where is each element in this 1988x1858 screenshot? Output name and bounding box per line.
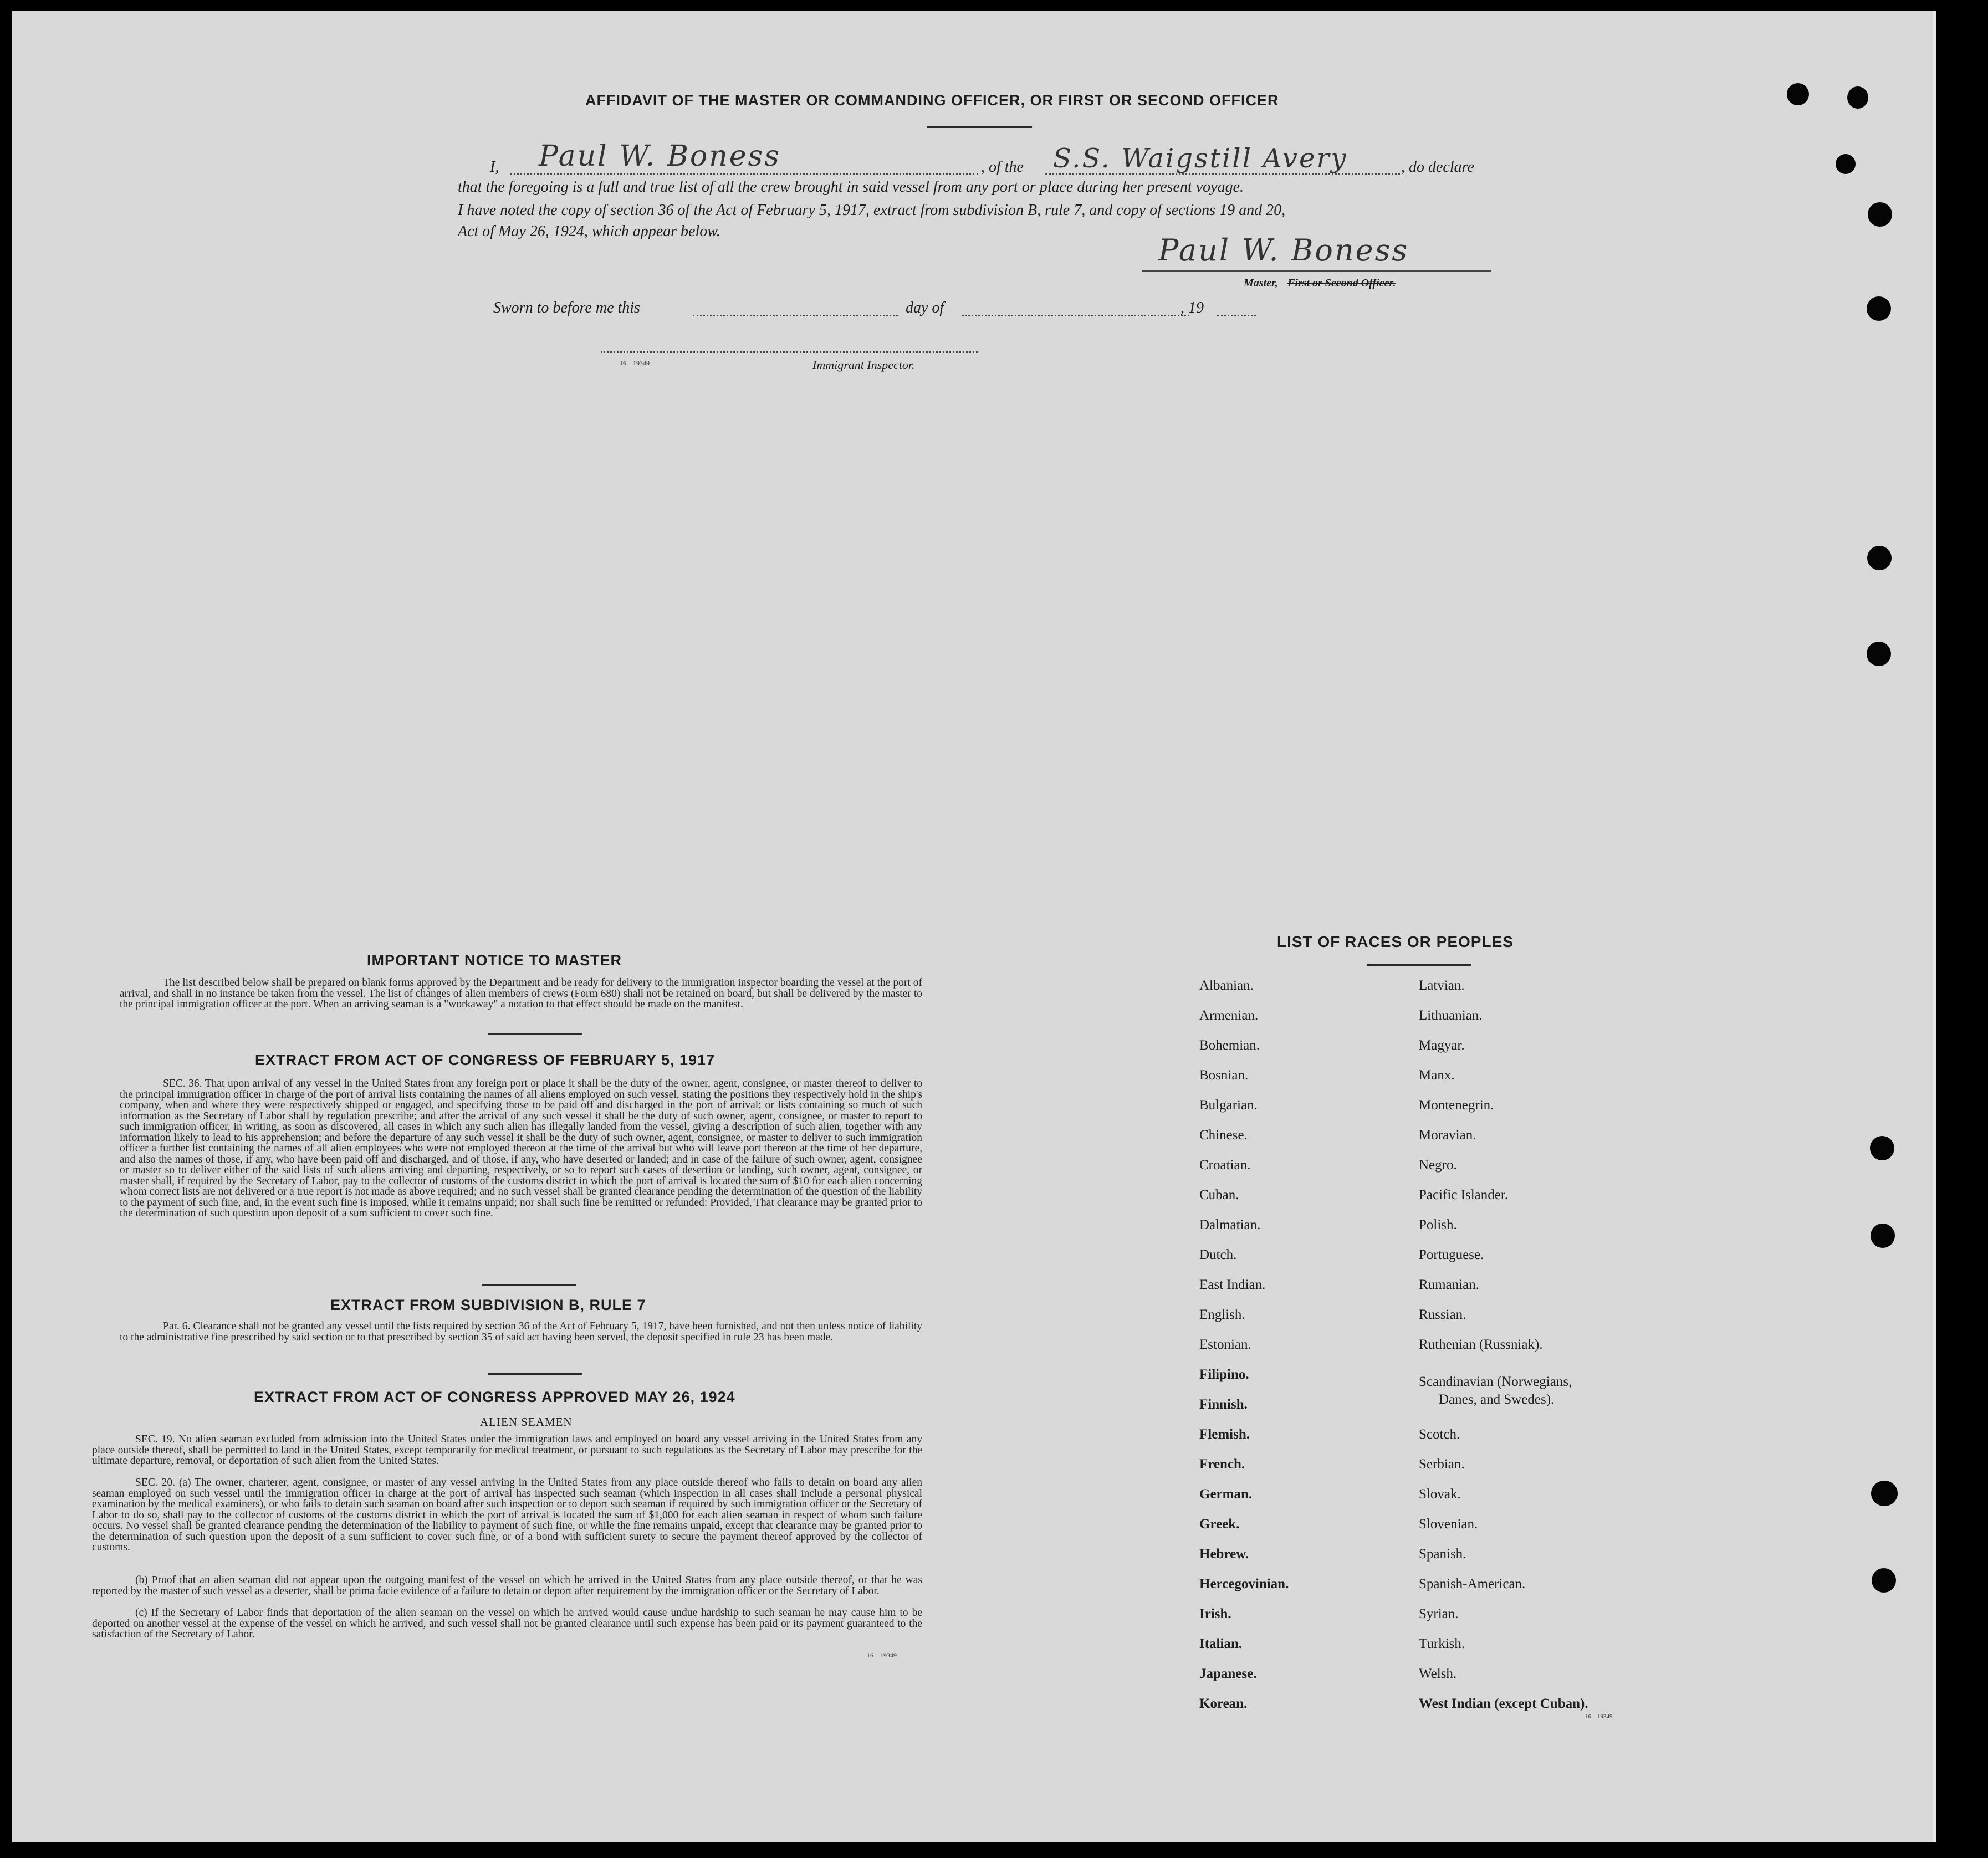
- signature-caption-struck: First or Second Officer.: [1287, 277, 1396, 289]
- race-item: Filipino.: [1199, 1367, 1249, 1382]
- race-item: Bosnian.: [1199, 1068, 1249, 1083]
- race-item: Latvian.: [1419, 978, 1465, 993]
- sworn-year: , 19: [1180, 299, 1204, 316]
- punch-hole: [1787, 83, 1809, 105]
- punch-hole: [1847, 86, 1868, 109]
- extract-1917-body: SEC. 36. That upon arrival of any vessel in the United States from any foreign port or place it shall be the duty of the owner, agent, consignee, or master thereof to deliver to the principal immigration officer in charge of the port of arrival lists containing the names of all aliens employed on such vessel, stating the positions they respectively hold in the ship's company, when and where they were respectively shipped or engaged, and specifying those to be paid off and discharged in the port of arrival; or lists containing so much of such information as the Secretary of Labor shall by regulation prescribe; and after the arrival of any such vessel it shall be the duty of such owner, agent, consignee, or master to report to such immigration officer, in writing, as soon as discovered, all cases in which any such alien has illegally landed from the vessel, giving a description of such alien, together with any information likely to lead to his apprehension; and before the departure of any such vessel it shall be the duty of such owner, agent, consignee, or master to deliver to such immigration officer a further list containing the names of all alien employees who were not employed thereon at the time of the arrival but who will leave port thereon at the time of her departure, and also the names of those, if any, who have been paid off and discharged, and of those, if any, who have deserted or landed; and in case of the failure of such owner, agent, consignee or master so to deliver either of the said lists of such aliens arriving and departing, respectively, or so to report such cases of desertion or landing, such owner, agent, consignee, or master shall, if required by the Secretary of Labor, pay to the collector of customs of the customs district in which the port of arrival is located the sum of $10 for each alien concerning whom correct lists are not delivered or a true report is not made as above required; and no such vessel shall be granted clearance pending the determination of the question of the liability to the payment of such fine, and, in the event such fine is imposed, while it remains unpaid; nor shall such fine be remitted or refunded: Provided, That clearance may be granted prior to the determination of such question upon deposit of a sum sufficient to cover such fine.: [120, 1078, 922, 1219]
- race-item: Hebrew.: [1199, 1547, 1249, 1562]
- race-item: Magyar.: [1419, 1038, 1465, 1053]
- extract-1924-title: EXTRACT FROM ACT OF CONGRESS APPROVED MAY 26, 1924: [254, 1389, 735, 1405]
- race-item: East Indian.: [1199, 1277, 1266, 1292]
- sec-20a-body: SEC. 20. (a) The owner, charterer, agent, consignee, or master of any vessel arriving in the United States from any place outside thereof who fails to detain on board any alien seaman employed on such vessel until the immigration officer in charge at the port of arrival has inspected such seaman (which inspection in all cases shall include a personal physical examination by the medical examiners), or who fails to detain such seaman on board after such inspection or to deport such seaman if required by such immigration officer or the Secretary of Labor to do so, shall pay to the collector of customs of the customs district in which the port of arrival is located the sum of $1,000 for each alien seaman in respect of whom such failure occurs. No vessel shall be granted clearance pending the determination of the liability to payment of such fine, or while the fine remains unpaid, except that clearance may be granted prior to the determination of such question upon the deposit of a sum sufficient to cover such fine, or of a bond with sufficient surety to secure the payment thereof approved by the collector of customs.: [92, 1477, 922, 1553]
- race-item: Slovak.: [1419, 1487, 1461, 1502]
- sworn-year-line: [1217, 315, 1256, 316]
- race-item: Greek.: [1199, 1517, 1240, 1532]
- race-item: Hercegovinian.: [1199, 1577, 1289, 1591]
- race-item: Moravian.: [1419, 1128, 1476, 1143]
- race-item: Pacific Islander.: [1419, 1188, 1509, 1202]
- race-item: Armenian.: [1199, 1008, 1259, 1023]
- race-item: Flemish.: [1199, 1427, 1250, 1442]
- divider: [488, 1033, 582, 1035]
- form-number: 16—19349: [867, 1651, 897, 1659]
- race-item: English.: [1199, 1307, 1245, 1322]
- affidavit-of-the: , of the: [981, 158, 1024, 176]
- form-number: 16—19349: [1585, 1713, 1613, 1720]
- extract-1924-subtitle: ALIEN SEAMEN: [480, 1415, 573, 1429]
- race-item: Spanish-American.: [1419, 1577, 1526, 1591]
- race-item: Ruthenian (Russniak).: [1419, 1337, 1543, 1352]
- punch-hole: [1867, 546, 1892, 570]
- races-title: LIST OF RACES OR PEOPLES: [1277, 933, 1514, 950]
- notice-title: IMPORTANT NOTICE TO MASTER: [367, 952, 622, 969]
- race-item: Slovenian.: [1419, 1517, 1478, 1532]
- vessel-name-handwritten: S.S. Waigstill Avery: [1053, 143, 1348, 174]
- punch-hole: [1871, 1224, 1895, 1248]
- race-item: French.: [1199, 1457, 1245, 1472]
- sworn-prefix: Sworn to before me this: [493, 299, 640, 316]
- divider: [927, 126, 1032, 128]
- race-item: Chinese.: [1199, 1128, 1248, 1143]
- race-item: Russian.: [1419, 1307, 1466, 1322]
- affidavit-line-4: Act of May 26, 1924, which appear below.: [458, 223, 720, 240]
- affidavit-title: AFFIDAVIT OF THE MASTER OR COMMANDING OFFICER, OR FIRST OR SECOND OFFICER: [585, 92, 1279, 109]
- inspector-line: [601, 351, 978, 353]
- race-item: Welsh.: [1419, 1666, 1457, 1681]
- race-item: Korean.: [1199, 1696, 1248, 1711]
- race-item: Lithuanian.: [1419, 1008, 1483, 1023]
- sec-20b-body: (b) Proof that an alien seaman did not appear upon the outgoing manifest of the vessel on which he arrived in the United States from any place outside thereof, or that he was reported by the master of such vessel as a deserter, shall be prima facie evidence of a failure to detain or deport after requirement by the immigration officer or the Secretary of Labor.: [92, 1574, 922, 1597]
- race-item: West Indian (except Cuban).: [1419, 1696, 1588, 1711]
- signature-line: [1142, 270, 1491, 272]
- signature-caption-master: Master,: [1244, 277, 1278, 289]
- race-item: Serbian.: [1419, 1457, 1465, 1472]
- affidavit-do-declare: , do declare: [1401, 158, 1474, 176]
- affidavit-prefix: I,: [490, 158, 499, 176]
- race-item: German.: [1199, 1487, 1253, 1502]
- race-item: Portuguese.: [1419, 1247, 1484, 1262]
- inspector-caption: Immigrant Inspector.: [812, 358, 915, 372]
- race-item: Polish.: [1419, 1217, 1457, 1232]
- punch-hole: [1867, 296, 1891, 321]
- sworn-day-line: [693, 315, 898, 316]
- race-item: Japanese.: [1199, 1666, 1257, 1681]
- race-item: Cuban.: [1199, 1188, 1239, 1202]
- race-item: Manx.: [1419, 1068, 1455, 1083]
- punch-hole: [1872, 1568, 1896, 1593]
- form-number: 16—19349: [620, 359, 650, 367]
- race-item: Scotch.: [1419, 1427, 1460, 1442]
- divider: [1367, 964, 1471, 966]
- document-sheet: [12, 11, 1933, 1842]
- race-item: Dutch.: [1199, 1247, 1237, 1262]
- race-item: Syrian.: [1419, 1606, 1459, 1621]
- race-item: Finnish.: [1199, 1397, 1248, 1412]
- master-name-handwritten: Paul W. Boness: [539, 140, 781, 173]
- race-item: Estonian.: [1199, 1337, 1251, 1352]
- race-item: Spanish.: [1419, 1547, 1466, 1562]
- divider: [482, 1284, 576, 1286]
- race-item: Rumanian.: [1419, 1277, 1480, 1292]
- affidavit-line-3: I have noted the copy of section 36 of the Act of February 5, 1917, extract from subdivision B, rule 7, and copy of sections 19 and 20,: [458, 202, 1286, 219]
- name-line: [510, 173, 978, 175]
- race-item: Albanian.: [1199, 978, 1254, 993]
- sec-20c-body: (c) If the Secretary of Labor finds that deportation of the alien seaman on the vessel on which he arrived would cause undue hardship to such seaman he may cause him to be deported on another vessel at the expense of the vessel on which he arrived, and such vessel shall not be granted clearance until such expense has been paid or its payment guaranteed to the satisfaction of the Secretary of Labor.: [92, 1607, 922, 1640]
- punch-hole: [1868, 202, 1892, 227]
- race-item: Negro.: [1419, 1158, 1457, 1173]
- notice-body: The list described below shall be prepared on blank forms approved by the Department and be ready for delivery to the immigration inspector boarding the vessel at the port of arrival, and shall in no instance be taken from the vessel. The list of changes of alien members of crews (Form 680) shall not be retained on board, but shall be delivered by the master to the principal immigration officer at the port. When an arriving seaman is a "workaway" a notation to that effect should be made on the manifest.: [120, 977, 922, 1010]
- punch-hole: [1836, 154, 1856, 174]
- extract-rule7-body: Par. 6. Clearance shall not be granted any vessel until the lists required by section 36 of the Act of February 5, 1917, have been furnished, and not then unless notice of liability to the administrative fine prescribed by said section or to that prescribed by section 35 of said act having been served, the deposit specified in rule 23 has been made.: [120, 1320, 922, 1343]
- sworn-month-line: [962, 315, 1189, 316]
- extract-rule7-title: EXTRACT FROM SUBDIVISION B, RULE 7: [330, 1297, 646, 1313]
- master-signature: Paul W. Boness: [1158, 233, 1409, 268]
- race-item: Turkish.: [1419, 1636, 1465, 1651]
- divider: [488, 1373, 582, 1375]
- race-item: Montenegrin.: [1419, 1098, 1494, 1113]
- race-item: Irish.: [1199, 1606, 1231, 1621]
- affidavit-line-2: that the foregoing is a full and true list of all the crew brought in said vessel from any port or place during her present voyage.: [458, 178, 1244, 196]
- punch-hole: [1867, 642, 1891, 666]
- race-item: Bohemian.: [1199, 1038, 1260, 1053]
- sec-19-body: SEC. 19. No alien seaman excluded from admission into the United States under the immigration laws and employed on board any vessel arriving in the United States from any place outside thereof, shall be permitted to land in the United States, except temporarily for medical treatment, or pursuant to such regulations as the Secretary of Labor may prescribe for the ultimate departure, removal, or deportation of such alien from the United States.: [92, 1434, 922, 1467]
- sworn-day-of: day of: [906, 299, 944, 316]
- race-item: Italian.: [1199, 1636, 1243, 1651]
- sheet-edge: [1933, 11, 1936, 1842]
- punch-hole: [1870, 1136, 1894, 1160]
- race-item: Danes, and Swedes).: [1439, 1392, 1555, 1407]
- race-item: Dalmatian.: [1199, 1217, 1261, 1232]
- race-item: Croatian.: [1199, 1158, 1251, 1173]
- race-item: Bulgarian.: [1199, 1098, 1258, 1113]
- extract-1917-title: EXTRACT FROM ACT OF CONGRESS OF FEBRUARY 5, 1917: [255, 1052, 716, 1068]
- punch-hole: [1871, 1481, 1898, 1506]
- race-item: Scandinavian (Norwegians,: [1419, 1374, 1572, 1389]
